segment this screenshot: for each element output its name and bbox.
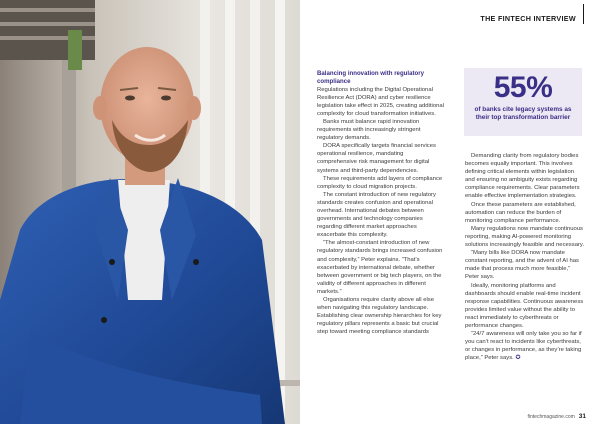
article-page [300, 0, 600, 424]
paragraph: Demanding clarity from regulatory bodies becomes equally important. This involves defining critical elements within legislation and ensuring no ambiguity exists regarding compliance requirements. Clear parameters enable effective implementation strategies. [465, 153, 580, 200]
stat-caption: of banks cite legacy systems as their top transformation barrier [474, 106, 572, 121]
paragraph: “The almost-constant introduction of new regulatory standards brings increased confusion and complexity,” Peter explains. “That’s exacerbated by international debate, whether between government or big tech players, on the validity of different approaches in different markets.” [317, 240, 443, 295]
paragraph: These requirements add layers of compliance complexity to cloud migration projects. [317, 175, 443, 190]
paragraph: Banks must balance rapid innovation requirements with increasingly stringent regulatory demands. [317, 118, 421, 142]
paragraph: Organisations require clarity above all else when navigating this regulatory landscape. Establishing clear ownership hierarchies for key regulatory pillars represents a basic but crucial step toward meeting compliance standards [317, 297, 442, 336]
header-divider [583, 4, 584, 24]
stat-value: 55% [493, 71, 553, 104]
section-header: THE FINTECH INTERVIEW [480, 14, 576, 23]
paragraph-text: “24/7 awareness will only take you so far if you can’t react to incidents like cyberthreats, or changes in performance, as they’re taking place,” Peter says. [465, 331, 582, 362]
article-column-left [317, 70, 445, 337]
paragraph: Regulations including the Digital Operational Resilience Act (DORA) and cyber resilience legislation take effect in 2025, creating additional complexity for cloud transformation initiatives. [317, 86, 444, 117]
paragraph: The constant introduction of new regulatory standards creates confusion and operational overhead. International debates between governments and technology companies regarding different market approaches exacerbate this complexity. [317, 191, 436, 239]
paragraph [465, 330, 585, 362]
page-footer [528, 413, 586, 420]
section-heading: Balancing innovation with regulatory compliance [317, 70, 424, 85]
end-mark-icon: ✪ [515, 355, 521, 362]
page-number: 31 [578, 413, 586, 420]
article-column-right [465, 152, 585, 362]
paragraph: Many regulations now mandate continuous reporting, making AI-powered monitoring solutions increasingly feasible and necessary. [465, 225, 585, 249]
paragraph: Ideally, monitoring platforms and dashboards should enable real-time incident response capabilities. Continuous awareness provides limited value without the ability to react immediately to cyberthreats or performance changes. [465, 282, 584, 329]
footer-site: fintechmagazine.com [527, 414, 575, 420]
stat-callout [464, 68, 582, 136]
paragraph: DORA specifically targets financial services operational resilience, mandating comprehensive risk management for digital systems and third-party dependencies. [317, 143, 436, 174]
paragraph: Once these parameters are established, automation can reduce the burden of monitoring compliance performance. [465, 201, 576, 224]
paragraph: “Many bills like DORA now mandate constant reporting, and the advent of AI has made that process much more feasible,” Peter says. [465, 250, 579, 281]
